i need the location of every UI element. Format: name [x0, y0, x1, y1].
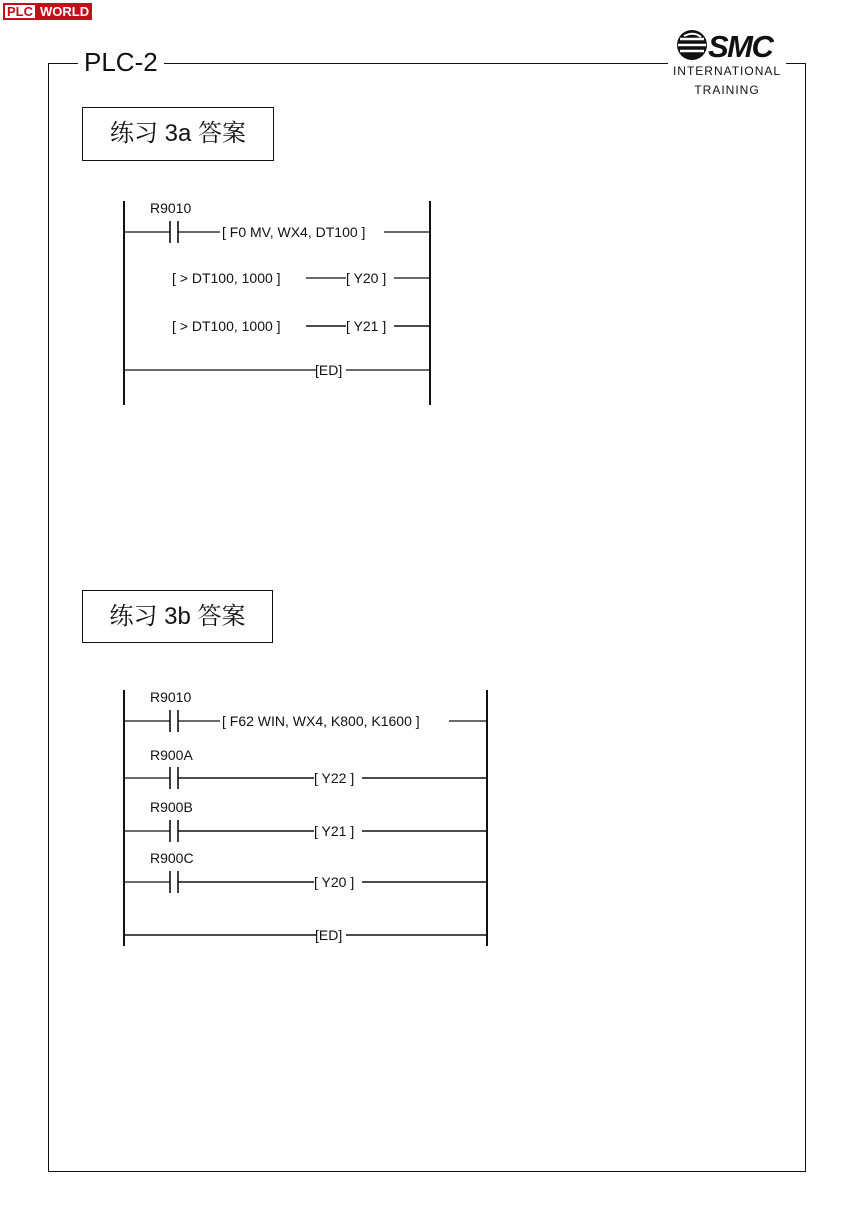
no-contact-symbol [124, 871, 314, 893]
no-contact-symbol [124, 767, 314, 789]
end-instruction: [ED] [315, 927, 343, 943]
contact-label: R9010 [150, 200, 192, 216]
logo-training: TRAINING [694, 83, 760, 97]
instruction-box: [ F0 MV, WX4, DT100 ] [222, 224, 366, 240]
no-contact-symbol [124, 710, 220, 732]
contact-label: R900B [150, 799, 193, 815]
contact-label: R9010 [150, 689, 192, 705]
no-contact-symbol [124, 820, 314, 842]
output-coil: [ Y21 ] [346, 318, 387, 334]
instruction-box: [ F62 WIN, WX4, K800, K1600 ] [222, 713, 420, 729]
end-instruction: [ED] [315, 362, 343, 378]
output-coil: [ Y22 ] [314, 770, 355, 786]
logo-international: INTERNATIONAL [672, 64, 782, 78]
compare-instruction: [ > DT100, 1000 ] [172, 270, 281, 286]
contact-label: R900A [150, 747, 193, 763]
output-coil: [ Y20 ] [346, 270, 387, 286]
output-coil: [ Y20 ] [314, 874, 355, 890]
brand-world-text: WORLD [37, 3, 92, 20]
output-coil: [ Y21 ] [314, 823, 355, 839]
section-heading-3a: 练习 3a 答案 [82, 107, 274, 161]
compare-instruction: [ > DT100, 1000 ] [172, 318, 281, 334]
contact-label: R900C [150, 850, 194, 866]
smc-logo-wordmark: SMC [708, 29, 773, 62]
section-heading-3b: 练习 3b 答案 [82, 590, 273, 643]
brand-plc-text: PLC [3, 3, 37, 20]
page-title: PLC-2 [78, 46, 164, 78]
